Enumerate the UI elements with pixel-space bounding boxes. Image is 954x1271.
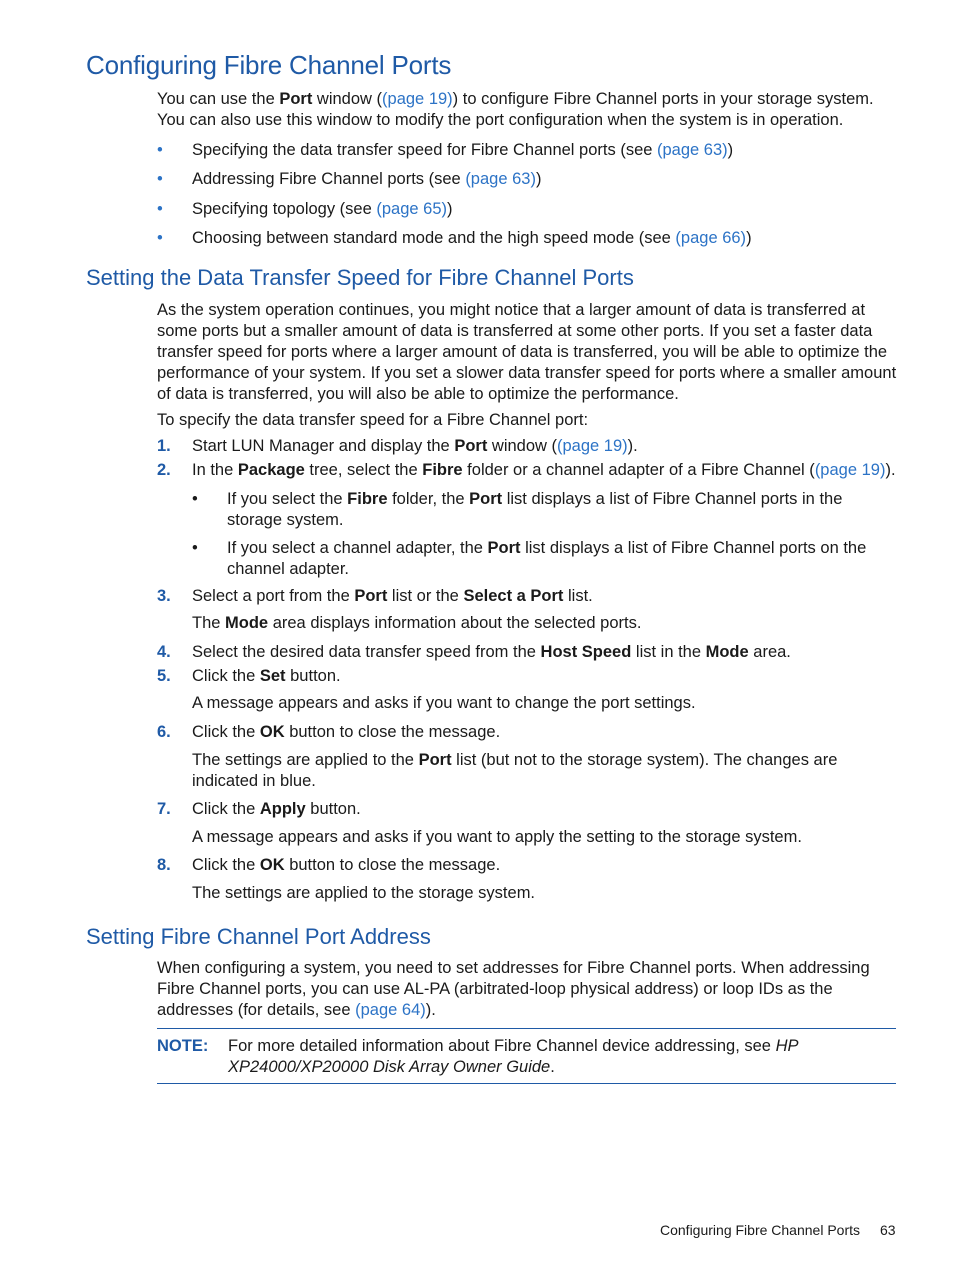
step-result <box>192 613 897 634</box>
list-item-text: folder, the <box>387 490 470 508</box>
step-6 <box>192 722 897 743</box>
list-item-text: list displays a list of Fibre Channel ports in the storage system. <box>227 490 843 529</box>
list-item <box>157 228 892 249</box>
step-text: button to close the message. <box>284 856 501 874</box>
footer-page-number: 63 <box>880 1222 896 1238</box>
list-item <box>192 538 892 580</box>
step-text: list (but not to the storage system). The changes are indicated in blue. <box>192 751 838 790</box>
step-text: The <box>192 614 226 632</box>
list-item-bold: Port <box>469 490 503 508</box>
list-item-bold: Port <box>487 539 521 557</box>
step-1 <box>192 436 897 457</box>
step-text: ). <box>627 437 638 455</box>
list-item <box>157 140 892 161</box>
step-number: 2. <box>157 461 171 479</box>
step-bold: Mode <box>225 614 269 632</box>
link-page-19[interactable]: (page 19) <box>382 90 453 108</box>
intro-text: window ( <box>312 90 383 108</box>
step-bold: Select a Port <box>463 587 564 605</box>
section-paragraph <box>157 958 897 1021</box>
bullet-icon: • <box>157 229 163 247</box>
step-text: Click the <box>192 800 260 818</box>
list-item-text: Addressing Fibre Channel ports (see <box>192 170 466 188</box>
note-text: For more detailed information about Fibre Channel device addressing, see <box>228 1037 776 1055</box>
note-text: . <box>550 1058 555 1076</box>
note-body <box>228 1036 828 1078</box>
step-bold: Port <box>354 587 388 605</box>
step-bold: Set <box>259 667 286 685</box>
step-number: 3. <box>157 587 171 605</box>
step-text: window ( <box>487 437 558 455</box>
step-text: list or the <box>387 587 464 605</box>
step-number: 5. <box>157 667 171 685</box>
list-item-text: ) <box>447 200 453 218</box>
step-bold: OK <box>259 723 285 741</box>
step-text: In the <box>192 461 238 479</box>
section-heading-port-address: Setting Fibre Channel Port Address <box>86 924 431 949</box>
paragraph-text: When configuring a system, you need to set addresses for Fibre Channel ports. When addressing Fibre Channel ports, you can use AL-PA (arbitrated-loop physical address) or loop IDs as the addresses (for details, see <box>157 959 870 1019</box>
list-item-text: list displays a list of Fibre Channel ports on the channel adapter. <box>227 539 867 578</box>
step-text: Start LUN Manager and display the <box>192 437 455 455</box>
step-4 <box>192 642 897 663</box>
list-item-text: Choosing between standard mode and the high speed mode (see <box>192 229 676 247</box>
bullet-icon: • <box>157 200 163 218</box>
step-bold: OK <box>259 856 285 874</box>
step-result: The settings are applied to the storage system. <box>192 884 536 902</box>
step-number: 1. <box>157 437 171 455</box>
list-item-text: If you select a channel adapter, the <box>227 539 488 557</box>
note-top-rule <box>157 1028 896 1029</box>
bullet-icon: • <box>157 170 163 188</box>
intro-paragraph <box>157 89 897 131</box>
list-item-text: If you select the <box>227 490 348 508</box>
page-title: Configuring Fibre Channel Ports <box>86 50 452 80</box>
step-7 <box>192 799 897 820</box>
step-text: button. <box>305 800 361 818</box>
step-2 <box>192 460 897 481</box>
step-8 <box>192 855 897 876</box>
step-text: list in the <box>631 643 706 661</box>
step-bold: Apply <box>259 800 306 818</box>
section-heading-transfer-speed: Setting the Data Transfer Speed for Fibre Channel Ports <box>86 265 634 290</box>
step-number: 8. <box>157 856 171 874</box>
step-3 <box>192 586 897 607</box>
link-page-64[interactable]: (page 64) <box>355 1001 426 1019</box>
step-text: Select the desired data transfer speed from the <box>192 643 541 661</box>
step-text: button to close the message. <box>284 723 501 741</box>
step-bold: Mode <box>705 643 749 661</box>
step-5 <box>192 666 897 687</box>
intro-bold-port: Port <box>279 90 313 108</box>
link-page-19[interactable]: (page 19) <box>557 437 628 455</box>
step-text: button. <box>285 667 341 685</box>
step-number: 6. <box>157 723 171 741</box>
list-item <box>157 199 892 220</box>
list-item-text: ) <box>746 229 752 247</box>
step-bold: Port <box>418 751 452 769</box>
link-page-66[interactable]: (page 66) <box>675 229 747 247</box>
intro-text: You can use the <box>157 90 280 108</box>
bullet-icon: • <box>157 141 163 159</box>
step-text: folder or a channel adapter of a Fibre Channel ( <box>462 461 815 479</box>
list-item-bold: Fibre <box>347 490 388 508</box>
step-number: 4. <box>157 643 171 661</box>
step-bold: Fibre <box>422 461 463 479</box>
step-text: list. <box>563 587 593 605</box>
step-text: area displays information about the selected ports. <box>268 614 642 632</box>
step-text: The settings are applied to the <box>192 751 419 769</box>
list-item-text: ) <box>727 141 734 159</box>
intro-text: ) to configure Fibre Channel ports in your storage system. You can also use this window to modify the port configuration when the system is in operation. <box>157 90 874 129</box>
note-label: NOTE: <box>157 1037 209 1055</box>
step-result: A message appears and asks if you want to change the port settings. <box>192 694 696 712</box>
note-bottom-rule <box>157 1083 896 1084</box>
link-page-19[interactable]: (page 19) <box>814 461 886 479</box>
list-item-text: Specifying topology (see <box>192 200 377 218</box>
step-text: ). <box>885 461 896 479</box>
step-text: Click the <box>192 856 260 874</box>
step-bold: Port <box>454 437 488 455</box>
step-text: Click the <box>192 723 260 741</box>
step-number: 7. <box>157 800 171 818</box>
step-result: A message appears and asks if you want to apply the setting to the storage system. <box>192 828 802 846</box>
list-item-text: Specifying the data transfer speed for Fibre Channel ports (see <box>192 141 658 159</box>
step-text: Select a port from the <box>192 587 355 605</box>
procedure-lead: To specify the data transfer speed for a Fibre Channel port: <box>157 411 589 429</box>
step-text: tree, select the <box>304 461 423 479</box>
footer-section-title: Configuring Fibre Channel Ports <box>660 1222 860 1238</box>
paragraph-text: ). <box>425 1001 436 1019</box>
list-item <box>157 169 892 190</box>
note-reference: HP XP24000/XP20000 Disk Array Owner Guide <box>228 1037 798 1076</box>
link-page-65[interactable]: (page 65) <box>376 200 448 218</box>
section-paragraph: As the system operation continues, you might notice that a larger amount of data is transferred at some ports but a smaller amount of data is transferred at some other ports. If you set a faster data transfer speed for ports where a larger amount of data is transferred, you will be able to optimize the performance of your system. If you set a slower data transfer speed for ports where a smaller amount of data is transferred, you will also be able to optimize the performance. <box>157 301 897 403</box>
step-bold: Host Speed <box>540 643 632 661</box>
link-page-63[interactable]: (page 63) <box>465 170 536 188</box>
list-item-text: ) <box>535 170 542 188</box>
step-text: Click the <box>192 667 260 685</box>
link-page-63[interactable]: (page 63) <box>657 141 728 159</box>
bullet-icon: • <box>192 490 198 508</box>
list-item <box>192 489 892 531</box>
bullet-icon: • <box>192 539 198 557</box>
step-text: area. <box>748 643 791 661</box>
step-result <box>192 750 897 792</box>
step-bold: Package <box>237 461 305 479</box>
